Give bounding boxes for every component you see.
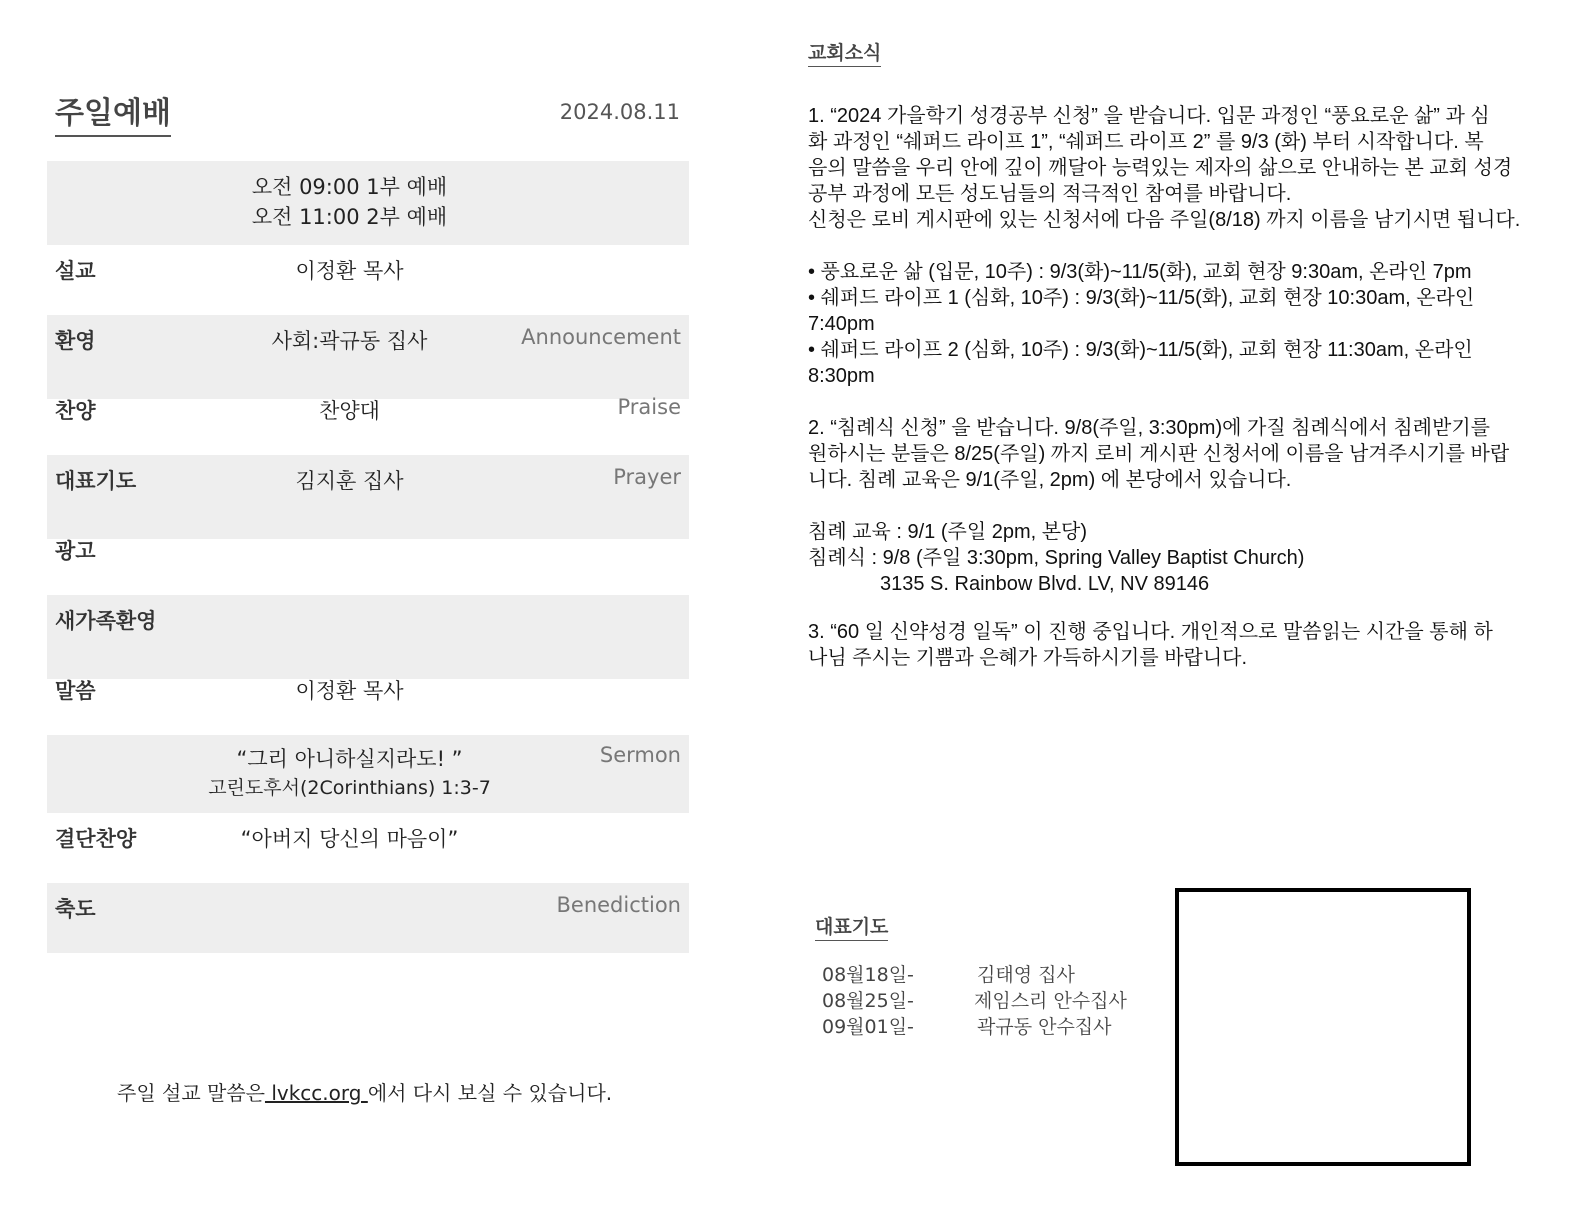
website-link[interactable]: lvkcc.org: [264, 1081, 368, 1105]
sermon-english: Sermon: [599, 743, 681, 767]
news-line: 음의 말씀을 우리 안에 깊이 깨달아 능력있는 제자의 삶으로 안내하는 본 교회 성경: [808, 157, 1513, 179]
service-times-row: [47, 161, 689, 245]
order-person: 김지훈 집사: [295, 469, 404, 493]
news-line: 1. “2024 가을학기 성경공부 신청” 을 받습니다. 입문 과정인 “풍요로운 삶” 과 심: [808, 105, 1490, 127]
image-placeholder-box: [1175, 888, 1471, 1166]
order-song: “아버지 당신의 마음이”: [240, 827, 459, 851]
news-line: 3. “60 일 신약성경 일독” 이 진행 중입니다. 개인적으로 말씀읽는 시간을 통해 하: [808, 621, 1493, 643]
news-body: [808, 103, 1528, 671]
page-title: 주일예배: [55, 95, 171, 137]
course-item: • 쉐퍼드 라이프 2 (심화, 10주) : 9/3(화)~11/5(화), 교회 현장 11:30am, 온라인 8:30pm: [808, 339, 1473, 387]
news-line: 신청은 로비 게시판에 있는 신청서에 다음 주일(8/18) 까지 이름을 남기시면 됩니다.: [808, 209, 1521, 231]
footer-suffix: 에서 다시 보실 수 있습니다.: [367, 1081, 613, 1105]
order-english: Announcement: [521, 325, 681, 349]
service-date: 2024.08.11: [559, 100, 680, 124]
order-person: 찬양대: [319, 399, 380, 423]
order-label: 결단찬양: [55, 827, 137, 851]
prayer-date: 08월18일-: [822, 964, 914, 986]
order-label: 환영: [55, 329, 96, 353]
footer-prefix: 주일 설교 말씀은: [117, 1081, 265, 1105]
order-label: 축도: [55, 897, 96, 921]
course-item: • 쉐퍼드 라이프 1 (심화, 10주) : 9/3(화)~11/5(화), 교회 현장 10:30am, 온라인 7:40pm: [808, 287, 1475, 335]
order-label: 광고: [55, 539, 96, 563]
order-english: Benediction: [556, 893, 681, 917]
baptism-ceremony: 침례식 : 9/8 (주일 3:30pm, Spring Valley Baptist Church): [808, 547, 1305, 569]
prayer-schedule-list: [822, 962, 1142, 1040]
order-label: 설교: [55, 259, 96, 283]
order-person: 이정환 목사: [295, 679, 404, 703]
news-line: 공부 과정에 모든 성도님들의 적극적인 참여를 바랍니다.: [808, 183, 1292, 205]
order-label: 말씀: [55, 679, 96, 703]
news-line: 나님 주시는 기쁨과 은혜가 가득하시기를 바랍니다.: [808, 647, 1248, 669]
order-english: Praise: [617, 395, 681, 419]
baptism-address: 3135 S. Rainbow Blvd. LV, NV 89146: [880, 573, 1210, 595]
news-line: 2. “침례식 신청” 을 받습니다. 9/8(주일, 3:30pm)에 가질 침례식에서 침례받기를: [808, 417, 1490, 439]
sermon-scripture: 고린도후서(2Corinthians) 1:3-7: [208, 777, 491, 799]
order-label: 새가족환영: [55, 609, 157, 633]
news-line: 니다. 침례 교육은 9/1(주일, 2pm) 에 본당에서 있습니다.: [808, 469, 1292, 491]
order-person: 사회:곽규동 집사: [271, 329, 428, 353]
prayer-name: 제임스리 안수집사: [974, 990, 1127, 1012]
prayer-entry: [822, 1014, 1142, 1040]
prayer-date: 08월25일-: [822, 990, 914, 1012]
prayer-entry: [822, 988, 1142, 1014]
course-item: • 풍요로운 삶 (입문, 10주) : 9/3(화)~11/5(화), 교회 현장 9:30am, 온라인 7pm: [808, 261, 1472, 283]
baptism-education: 침례 교육 : 9/1 (주일 2pm, 본당): [808, 521, 1088, 543]
sermon-title: “그리 아니하실지라도! ”: [236, 747, 463, 771]
prayer-entry: [822, 962, 1142, 988]
order-person: 이정환 목사: [295, 259, 404, 283]
sermon-online-note: [117, 1077, 612, 1106]
sermon-row: [47, 735, 689, 813]
prayer-name: 곽규동 안수집사: [977, 1016, 1112, 1038]
order-label: 찬양: [55, 399, 96, 423]
order-english: Prayer: [613, 465, 681, 489]
service-time-2: 오전 11:00 2부 예배: [251, 205, 448, 229]
order-label: 대표기도: [55, 469, 137, 493]
prayer-schedule-title: 대표기도: [815, 914, 888, 941]
prayer-date: 09월01일-: [822, 1016, 914, 1038]
prayer-name: 김태영 집사: [977, 964, 1075, 986]
order-row-benediction: [47, 883, 689, 953]
service-time-1: 오전 09:00 1부 예배: [251, 175, 448, 199]
news-title: 교회소식: [808, 40, 881, 67]
news-line: 화 과정인 “쉐퍼드 라이프 1”, “쉐퍼드 라이프 2” 를 9/3 (화) 부터 시작합니다. 복: [808, 131, 1484, 153]
news-line: 원하시는 분들은 8/25(주일) 까지 로비 게시판 신청서에 이름을 남겨주시기를 바랍: [808, 443, 1510, 465]
